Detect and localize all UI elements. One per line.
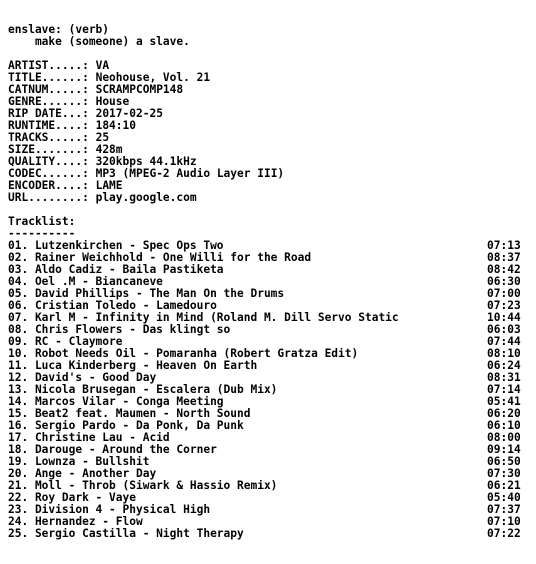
info-key: RUNTIME....: — [8, 120, 89, 132]
track-duration: 08:10 — [487, 347, 521, 360]
track-title: 02. Rainer Weichhold - One Willi for the Road — [8, 252, 312, 264]
track-row — [8, 468, 530, 480]
track-duration: 07:14 — [487, 383, 521, 396]
info-value: 428m — [95, 144, 123, 156]
track-duration: 06:24 — [487, 359, 521, 372]
track-title: 10. Robot Needs Oil - Pomaranha (Robert Gratza Edit) — [8, 348, 359, 360]
track-title: 08. Chris Flowers - Das klingt so — [8, 324, 231, 336]
track-title: 15. Beat2 feat. Maumen - North Sound — [8, 408, 251, 420]
info-row — [8, 156, 530, 168]
track-title: 19. Lownza - Bullshit — [8, 456, 150, 468]
info-row — [8, 192, 530, 204]
info-row — [8, 180, 530, 192]
track-title: 09. RC - Claymore — [8, 336, 123, 348]
track-duration: 06:10 — [487, 419, 521, 432]
track-row — [8, 288, 530, 300]
track-row — [8, 312, 530, 324]
track-title: 22. Roy Dark - Vaye — [8, 492, 136, 504]
track-duration: 08:31 — [487, 371, 521, 384]
info-value: play.google.com — [95, 192, 197, 204]
track-title: 23. Division 4 - Physical High — [8, 504, 211, 516]
track-row — [8, 300, 530, 312]
track-title: 01. Lutzenkirchen - Spec Ops Two — [8, 240, 224, 252]
info-row — [8, 96, 530, 108]
track-duration: 10:44 — [487, 311, 521, 324]
track-duration: 08:42 — [487, 263, 521, 276]
track-title: 03. Aldo Cadiz - Baila Pastiketa — [8, 264, 224, 276]
track-duration: 07:13 — [487, 239, 521, 252]
info-value: Neohouse, Vol. 21 — [95, 72, 211, 84]
info-value: House — [95, 96, 130, 108]
info-value: 2017-02-25 — [95, 108, 163, 120]
tracklist-underline: ---------- — [8, 228, 76, 240]
track-title: 24. Hernandez - Flow — [8, 516, 143, 528]
track-duration: 06:03 — [487, 323, 521, 336]
info-value: 184:10 — [95, 120, 136, 132]
track-title: 13. Nicola Brusegan - Escalera (Dub Mix) — [8, 384, 278, 396]
track-row — [8, 408, 530, 420]
track-duration: 06:21 — [487, 479, 521, 492]
track-row — [8, 336, 530, 348]
track-row — [8, 456, 530, 468]
track-row — [8, 324, 530, 336]
track-row — [8, 276, 530, 288]
track-duration: 06:50 — [487, 455, 521, 468]
track-title: 20. Ange - Another Day — [8, 468, 157, 480]
info-row — [8, 120, 530, 132]
info-row — [8, 168, 530, 180]
track-duration: 08:37 — [487, 251, 521, 264]
track-title: 17. Christine Lau - Acid — [8, 432, 170, 444]
track-row — [8, 528, 530, 540]
track-duration: 07:44 — [487, 335, 521, 348]
track-duration: 07:23 — [487, 299, 521, 312]
track-duration: 05:41 — [487, 395, 521, 408]
track-row — [8, 444, 530, 456]
track-row — [8, 396, 530, 408]
info-key: CATNUM.....: — [8, 84, 89, 96]
track-duration: 07:37 — [487, 503, 521, 516]
definition-line-2: make (someone) a slave. — [8, 36, 190, 48]
definition-line-1: enslave: (verb) — [8, 24, 110, 36]
track-duration: 06:20 — [487, 407, 521, 420]
track-duration: 08:00 — [487, 431, 521, 444]
info-value: VA — [95, 60, 110, 72]
track-duration: 05:40 — [487, 491, 521, 504]
info-key: ARTIST.....: — [8, 60, 89, 72]
info-value: SCRAMPCOMP148 — [95, 84, 184, 96]
info-value: MP3 (MPEG-2 Audio Layer III) — [95, 168, 285, 180]
info-row — [8, 108, 530, 120]
info-row — [8, 132, 530, 144]
track-title: 14. Marcos Vilar - Conga Meeting — [8, 396, 224, 408]
track-title: 16. Sergio Pardo - Da Ponk, Da Punk — [8, 420, 244, 432]
track-title: 06. Cristian Toledo - Lamedouro — [8, 300, 217, 312]
track-duration: 07:22 — [487, 527, 521, 540]
release-info — [8, 60, 530, 204]
info-value: 25 — [95, 132, 110, 144]
info-key: GENRE......: — [8, 96, 89, 108]
info-value: LAME — [95, 180, 123, 192]
track-title: 21. Moll - Throb (Siwark & Hassio Remix) — [8, 480, 278, 492]
track-title: 11. Luca Kinderberg - Heaven On Earth — [8, 360, 258, 372]
track-title: 05. David Phillips - The Man On the Drums — [8, 288, 285, 300]
track-row — [8, 420, 530, 432]
track-duration: 07:00 — [487, 287, 521, 300]
info-row — [8, 72, 530, 84]
track-row — [8, 240, 530, 252]
track-title: 12. David's - Good Day — [8, 372, 157, 384]
track-row — [8, 360, 530, 372]
info-key: TRACKS.....: — [8, 132, 89, 144]
tracklist — [8, 240, 530, 540]
track-duration: 06:30 — [487, 275, 521, 288]
info-key: TITLE......: — [8, 72, 89, 84]
track-row — [8, 504, 530, 516]
track-duration: 07:30 — [487, 467, 521, 480]
track-row — [8, 516, 530, 528]
nfo-document — [8, 24, 530, 540]
track-title: 04. Oel .M - Biancaneve — [8, 276, 163, 288]
track-row — [8, 348, 530, 360]
track-row — [8, 432, 530, 444]
track-title: 18. Darouge - Around the Corner — [8, 444, 217, 456]
tracklist-heading: Tracklist: — [8, 216, 76, 228]
info-key: ENCODER....: — [8, 180, 89, 192]
info-key: QUALITY....: — [8, 156, 89, 168]
track-duration: 09:14 — [487, 443, 521, 456]
info-key: URL........: — [8, 192, 89, 204]
track-row — [8, 384, 530, 396]
track-row — [8, 480, 530, 492]
track-title: 07. Karl M - Infinity in Mind (Roland M. Dill Servo Static — [8, 312, 399, 324]
track-duration: 07:10 — [487, 515, 521, 528]
info-row — [8, 84, 530, 96]
info-key: CODEC......: — [8, 168, 89, 180]
info-row — [8, 144, 530, 156]
spacer — [8, 48, 530, 60]
info-key: RIP DATE...: — [8, 108, 89, 120]
track-row — [8, 372, 530, 384]
track-title: 25. Sergio Castilla - Night Therapy — [8, 528, 244, 540]
track-row — [8, 264, 530, 276]
info-row — [8, 60, 530, 72]
track-row — [8, 492, 530, 504]
info-value: 320kbps 44.1kHz — [95, 156, 197, 168]
track-row — [8, 252, 530, 264]
spacer — [8, 204, 530, 216]
info-key: SIZE.......: — [8, 144, 89, 156]
